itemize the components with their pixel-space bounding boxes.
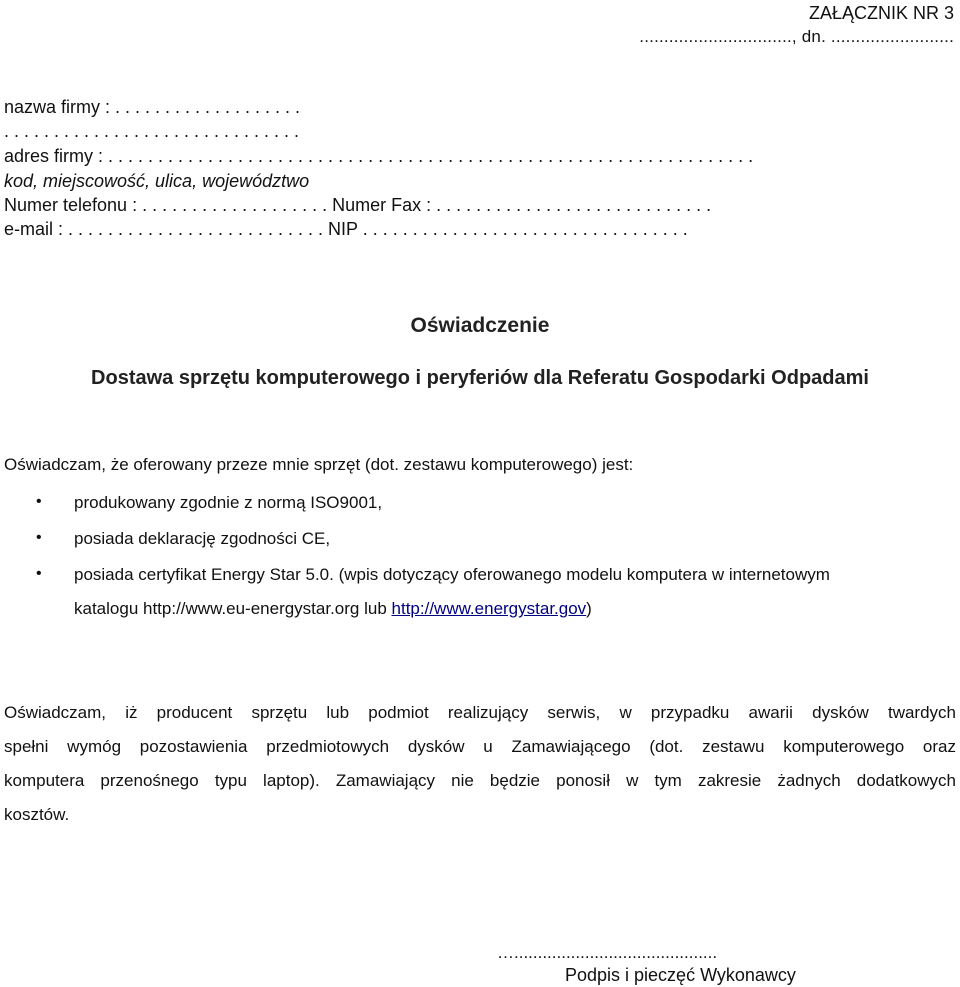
service-paragraph	[4, 696, 956, 832]
company-address-line: adres firmy : . . . . . . . . . . . . . . . . . . . . . . . . . . . . . . . . . . . . . . . . . . . . . . . . . . . . . . . . . . . . . . . . .	[4, 146, 754, 166]
catalog-text: katalogu http://www.eu-energystar.org lub	[74, 599, 392, 618]
paragraph-line: komputera przenośnego typu laptop). Zamawiający nie będzie ponosił w tym zakresie żadnych dodatkowych	[4, 771, 956, 790]
bullet-item: posiada certyfikat Energy Star 5.0. (wpis dotyczący oferowanego modelu komputera w internetowym	[74, 565, 830, 584]
email-nip-line: e-mail : . . . . . . . . . . . . . . . . . . . . . . . . . . NIP . . . . . . . . . . . . . . . . . . . . . . . . . . . . . . . . .	[4, 219, 688, 239]
place-date-line: ..............................., dn. .........................	[639, 27, 954, 46]
bullet-item-continuation	[74, 598, 592, 620]
phone-fax-line: Numer telefonu : . . . . . . . . . . . . . . . . . . . Numer Fax : . . . . . . . . . . . . . . . . . . . . . . . . . . . .	[4, 195, 712, 215]
signature-label: Podpis i pieczęć Wykonawcy	[565, 965, 796, 985]
closing-paren: )	[586, 599, 592, 618]
paragraph-line: Oświadczam, iż producent sprzętu lub podmiot realizujący serwis, w przypadku awarii dysków twardych	[4, 703, 956, 722]
bullet-item: produkowany zgodnie z normą ISO9001,	[74, 493, 383, 512]
energystar-link[interactable]: http://www.energystar.gov	[391, 599, 587, 618]
signature-dots: …...........................................	[497, 943, 718, 962]
declaration-title: Oświadczenie	[410, 314, 550, 337]
paragraph-line: kosztów.	[4, 805, 70, 824]
bullet-item: posiada deklarację zgodności CE,	[74, 529, 331, 548]
declaration-subtitle: Dostawa sprzętu komputerowego i peryferiów dla Referatu Gospodarki Odpadami	[91, 367, 869, 389]
bullet-marker: •	[36, 493, 42, 510]
bullet-marker: •	[36, 565, 42, 582]
company-name-continuation: . . . . . . . . . . . . . . . . . . . . . . . . . . . . . .	[4, 121, 300, 141]
paragraph-line: spełni wymóg pozostawienia przedmiotowych dysków u Zamawiającego (dot. zestawu komputerowego oraz	[4, 737, 956, 756]
address-hint: kod, miejscowość, ulica, województwo	[4, 171, 310, 191]
company-name-line: nazwa firmy : . . . . . . . . . . . . . . . . . . .	[4, 97, 301, 117]
declaration-intro: Oświadczam, że oferowany przeze mnie sprzęt (dot. zestawu komputerowego) jest:	[4, 455, 634, 474]
bullet-marker: •	[36, 529, 42, 546]
attachment-label: ZAŁĄCZNIK NR 3	[808, 3, 954, 23]
